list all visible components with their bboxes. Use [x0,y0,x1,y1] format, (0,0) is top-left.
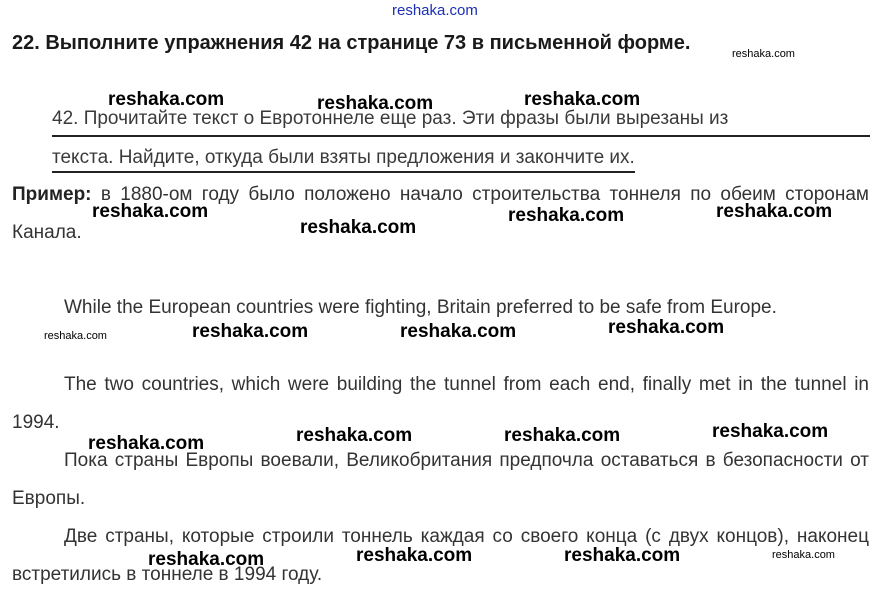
watermark: reshaka.com [564,545,681,566]
watermark: reshaka.com [300,217,417,238]
example-label: Пример: [12,184,92,205]
watermark: reshaka.com [608,317,725,338]
watermark: reshaka.com [732,48,795,60]
watermark: reshaka.com [508,205,625,226]
watermark: reshaka.com [148,549,265,570]
exercise-line-1: 42. Прочитайте текст о Евротоннеле еще раз. Эти фразы были вырезаны из [52,108,870,137]
watermark: reshaka.com [504,425,621,446]
answer-english-1: While the European countries were fighting, Britain preferred to be safe from Europe. [64,297,777,318]
watermark: reshaka.com [296,425,413,446]
watermark: reshaka.com [317,93,434,114]
watermark: reshaka.com [716,201,833,222]
watermark: reshaka.com [192,321,309,342]
watermark: reshaka.com [524,89,641,110]
watermark: reshaka.com [772,549,835,561]
watermark: reshaka.com [712,421,829,442]
watermark: reshaka.com [44,330,107,342]
answer-english-2: The two countries, which were building the tunnel from each end, finally met in the tunnel in 1994. [12,374,869,433]
answer-russian-1: Пока страны Европы воевали, Великобритания предпочла оставаться в безопасности от Европы. [12,450,869,509]
example-text: в 1880-ом году было положено начало строительства тоннеля по обеим сторонам Канала. [12,184,869,243]
watermark: reshaka.com [88,433,205,454]
task-title: 22. Выполните упражнения 42 на странице 73 в письменной форме. [12,32,691,54]
site-header-link[interactable]: reshaka.com [392,2,478,19]
answer-russian-2: Две страны, которые строили тоннель каждая со своего конца (с двух концов), наконец встретились в тоннеле в 1994 году. [12,526,869,585]
watermark: reshaka.com [400,321,517,342]
exercise-line-2: текста. Найдите, откуда были взяты предложения и закончите их. [52,147,635,173]
watermark: reshaka.com [92,201,209,222]
watermark: reshaka.com [356,545,473,566]
watermark: reshaka.com [108,89,225,110]
